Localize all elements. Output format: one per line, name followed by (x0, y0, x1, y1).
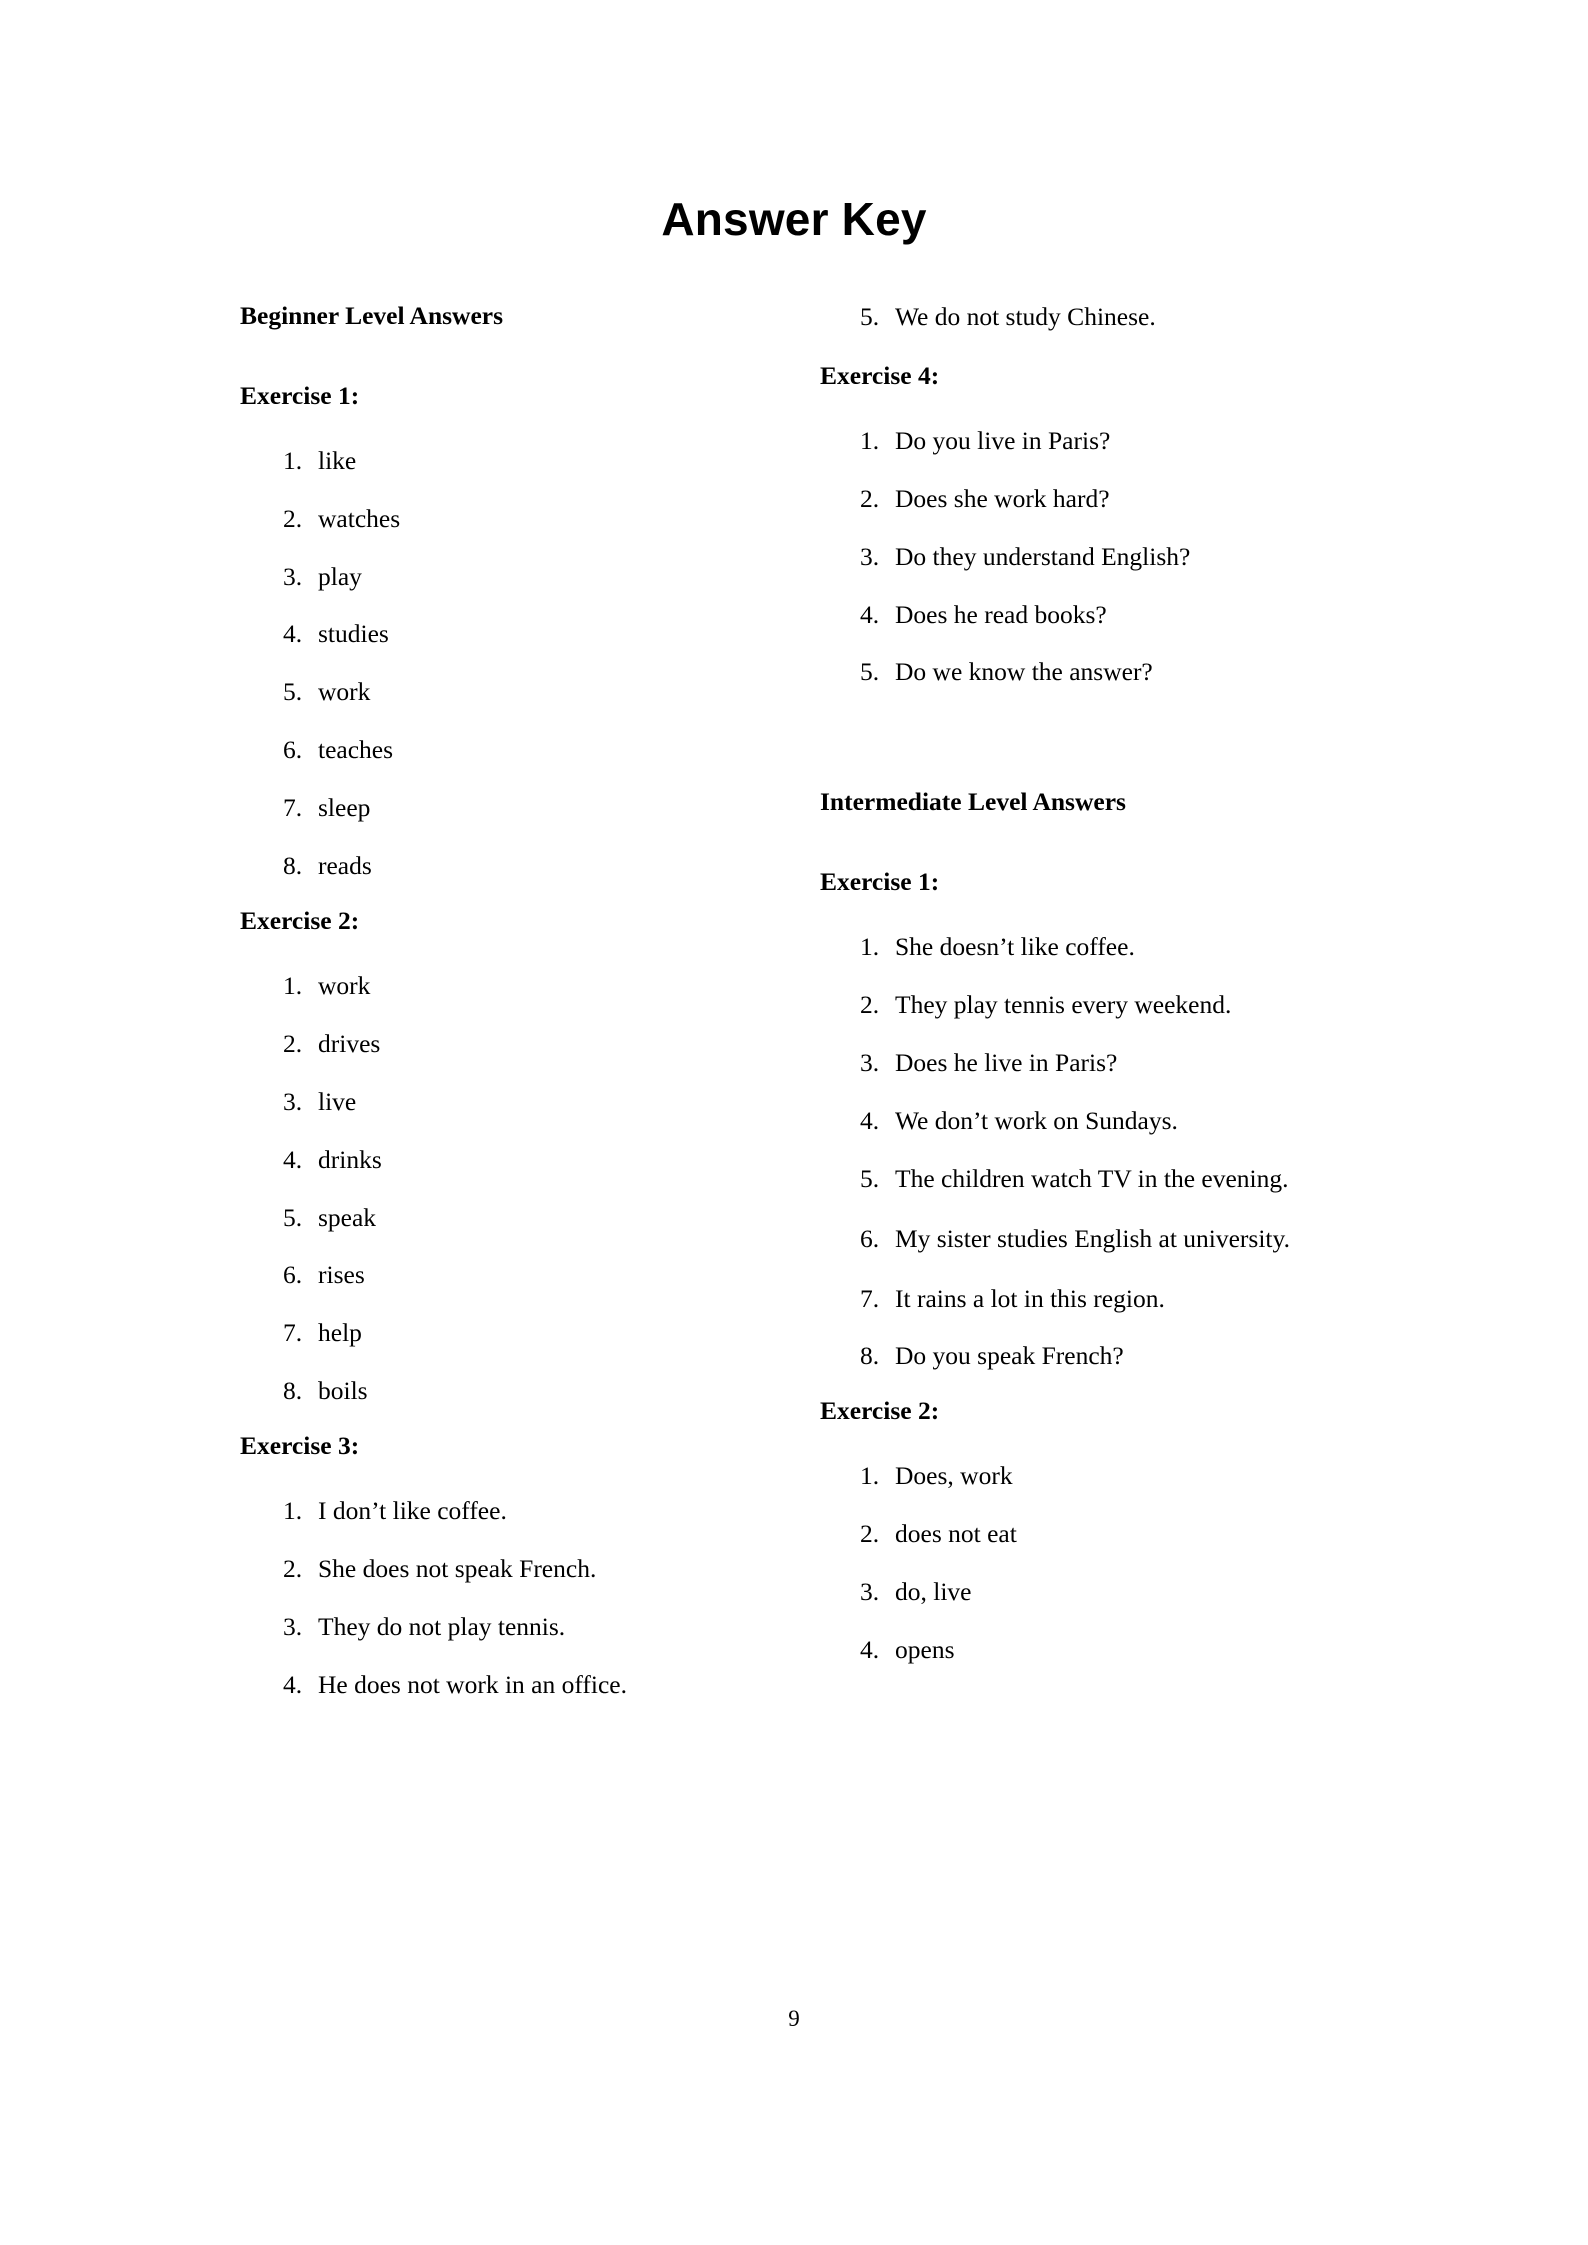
list-item-number: 4. (860, 1105, 880, 1135)
list-item (240, 1374, 780, 1408)
list-item-number: 3. (283, 561, 303, 591)
list-item (820, 655, 1400, 689)
list-item-text: Do you speak French? (895, 1341, 1124, 1371)
list-item-text: It rains a lot in this region. (895, 1283, 1165, 1313)
list-item-text: They play tennis every weekend. (895, 989, 1232, 1019)
list-item-number: 4. (860, 1634, 880, 1664)
answer-list-beginner-3 (240, 1494, 780, 1702)
list-item-text: do, live (895, 1577, 972, 1606)
answer-list-intermediate-1 (820, 930, 1400, 1373)
list-item (820, 930, 1400, 964)
list-item-text: Does she work hard? (895, 483, 1110, 513)
answer-list-intermediate-2 (820, 1459, 1400, 1667)
left-column (240, 300, 780, 1702)
list-item (240, 1316, 780, 1350)
list-item-number: 8. (283, 851, 303, 881)
list-item (820, 1046, 1400, 1080)
list-item-number: 4. (283, 1669, 303, 1699)
list-item-text: He does not work in an office. (318, 1669, 627, 1699)
section-heading-beginner: Beginner Level Answers (240, 301, 504, 330)
exercise-heading-beginner-4: Exercise 4: (820, 360, 940, 390)
list-item-text: speak (318, 1202, 377, 1232)
list-item (240, 560, 780, 594)
list-item (240, 969, 780, 1003)
list-item-text: sleep (318, 793, 371, 823)
list-item-text: like (318, 445, 357, 475)
list-item-text: I don’t like coffee. (318, 1496, 507, 1525)
spacer (240, 412, 780, 444)
list-item-text: rises (318, 1260, 365, 1290)
spacer (820, 1373, 1400, 1395)
list-item-number: 5. (860, 1163, 880, 1193)
list-item-number: 2. (283, 1028, 303, 1058)
list-item-text: Do we know the answer? (895, 657, 1153, 687)
exercise-heading-intermediate-1: Exercise 1: (820, 867, 940, 897)
list-item-text: She does not speak French. (318, 1553, 597, 1583)
list-item (820, 482, 1400, 516)
list-item-number: 4. (860, 599, 880, 629)
spacer (820, 689, 1400, 786)
list-item (240, 675, 780, 709)
list-item-number: 1. (283, 445, 303, 475)
list-item (240, 502, 780, 536)
answer-list-beginner-2 (240, 969, 780, 1408)
list-item-text: My sister studies English at university. (895, 1223, 1290, 1253)
list-item-number: 7. (283, 1318, 303, 1348)
list-item (820, 1575, 1400, 1609)
list-item-text: help (318, 1318, 362, 1348)
list-item (820, 598, 1400, 632)
list-item-text: Do you live in Paris? (895, 425, 1111, 455)
list-item-number: 2. (860, 483, 880, 513)
exercise-heading-intermediate-2: Exercise 2: (820, 1396, 940, 1426)
list-item-text: They do not play tennis. (318, 1611, 566, 1641)
list-item-number: 6. (860, 1223, 880, 1253)
list-item (240, 617, 780, 651)
list-item-number: 1. (860, 1461, 880, 1491)
list-item-text: teaches (318, 735, 394, 765)
list-item-number: 2. (283, 503, 303, 533)
spacer (820, 1427, 1400, 1459)
exercise-heading-beginner-1: Exercise 1: (240, 380, 360, 410)
list-item-number: 3. (860, 1577, 880, 1606)
list-item-number: 8. (860, 1341, 880, 1371)
list-item-number: 4. (283, 619, 303, 649)
list-item-text: does not eat (895, 1519, 1017, 1549)
list-item-text: work (318, 970, 371, 1000)
list-item-text: Do they understand English? (895, 541, 1191, 571)
list-item-text: boils (318, 1376, 368, 1406)
list-item-text: Does he read books? (895, 599, 1107, 629)
spacer (820, 392, 1400, 424)
list-item (820, 1517, 1400, 1551)
list-item-text: We do not study Chinese. (895, 302, 1156, 331)
list-item (240, 791, 780, 825)
list-item-number: 6. (283, 1260, 303, 1290)
list-item-number: 5. (283, 1202, 303, 1232)
list-item (820, 988, 1400, 1022)
list-item-number: 1. (860, 425, 880, 455)
list-item-text: opens (895, 1634, 955, 1664)
list-item (240, 1258, 780, 1292)
list-item (820, 1282, 1400, 1316)
list-item (820, 424, 1400, 458)
answer-list-beginner-4 (820, 424, 1400, 690)
list-item-text: She doesn’t like coffee. (895, 932, 1135, 962)
list-item (820, 1459, 1400, 1493)
list-item-text: We don’t work on Sundays. (895, 1105, 1178, 1135)
exercise-heading-beginner-3: Exercise 3: (240, 1431, 360, 1461)
list-item-number: 2. (860, 1519, 880, 1549)
list-item-text: studies (318, 619, 389, 649)
list-item-number: 5. (283, 677, 303, 707)
list-item (240, 1143, 780, 1177)
list-item-number: 5. (860, 302, 880, 331)
section-heading-intermediate: Intermediate Level Answers (820, 787, 1126, 817)
exercise-heading-beginner-2: Exercise 2: (240, 906, 360, 935)
list-item-text: drives (318, 1028, 381, 1058)
spacer (240, 332, 780, 380)
list-item-text: watches (318, 503, 401, 533)
list-item-number: 1. (283, 1496, 303, 1525)
list-item-number: 3. (283, 1086, 303, 1116)
list-item-text: Does, work (895, 1461, 1013, 1491)
list-item-number: 3. (860, 1047, 880, 1077)
answer-list-beginner-1 (240, 444, 780, 883)
list-item-number: 3. (283, 1611, 303, 1641)
list-item (820, 1162, 1400, 1196)
right-column (820, 300, 1400, 1667)
spacer (240, 1408, 780, 1430)
list-item-text: The children watch TV in the evening. (895, 1163, 1289, 1193)
spacer (820, 818, 1400, 866)
answer-list-beginner-3-continued (820, 300, 1400, 334)
list-item-number: 2. (860, 989, 880, 1019)
list-item-number: 1. (283, 970, 303, 1000)
list-item-text: Does he live in Paris? (895, 1047, 1118, 1077)
list-item-number: 5. (860, 657, 880, 687)
list-item-number: 7. (283, 793, 303, 823)
spacer (820, 334, 1400, 360)
list-item-number: 8. (283, 1376, 303, 1406)
list-item (820, 300, 1400, 334)
list-item-text: drinks (318, 1144, 382, 1174)
list-item-number: 2. (283, 1553, 303, 1583)
list-item-text: work (318, 677, 371, 707)
list-item-number: 6. (283, 735, 303, 765)
list-item (820, 1222, 1400, 1256)
spacer (240, 937, 780, 969)
list-item (240, 849, 780, 883)
list-item-text: reads (318, 851, 372, 881)
list-item (820, 1104, 1400, 1138)
page-number: 9 (788, 2006, 800, 2031)
list-item-text: live (318, 1086, 357, 1116)
list-item (820, 540, 1400, 574)
spacer (820, 898, 1400, 930)
list-item (240, 1610, 780, 1644)
list-item (240, 1494, 780, 1528)
list-item (240, 1085, 780, 1119)
list-item (240, 444, 780, 478)
spacer (240, 883, 780, 905)
page-title: Answer Key (661, 193, 927, 245)
list-item-number: 3. (860, 541, 880, 571)
list-item (240, 733, 780, 767)
list-item (240, 1201, 780, 1235)
spacer (240, 1462, 780, 1494)
list-item (240, 1668, 780, 1702)
list-item-number: 1. (860, 932, 880, 962)
list-item-number: 7. (860, 1283, 880, 1313)
list-item-number: 4. (283, 1144, 303, 1174)
list-item (240, 1552, 780, 1586)
list-item (820, 1633, 1400, 1667)
list-item-text: play (318, 561, 362, 591)
list-item (820, 1339, 1400, 1373)
list-item (240, 1027, 780, 1061)
